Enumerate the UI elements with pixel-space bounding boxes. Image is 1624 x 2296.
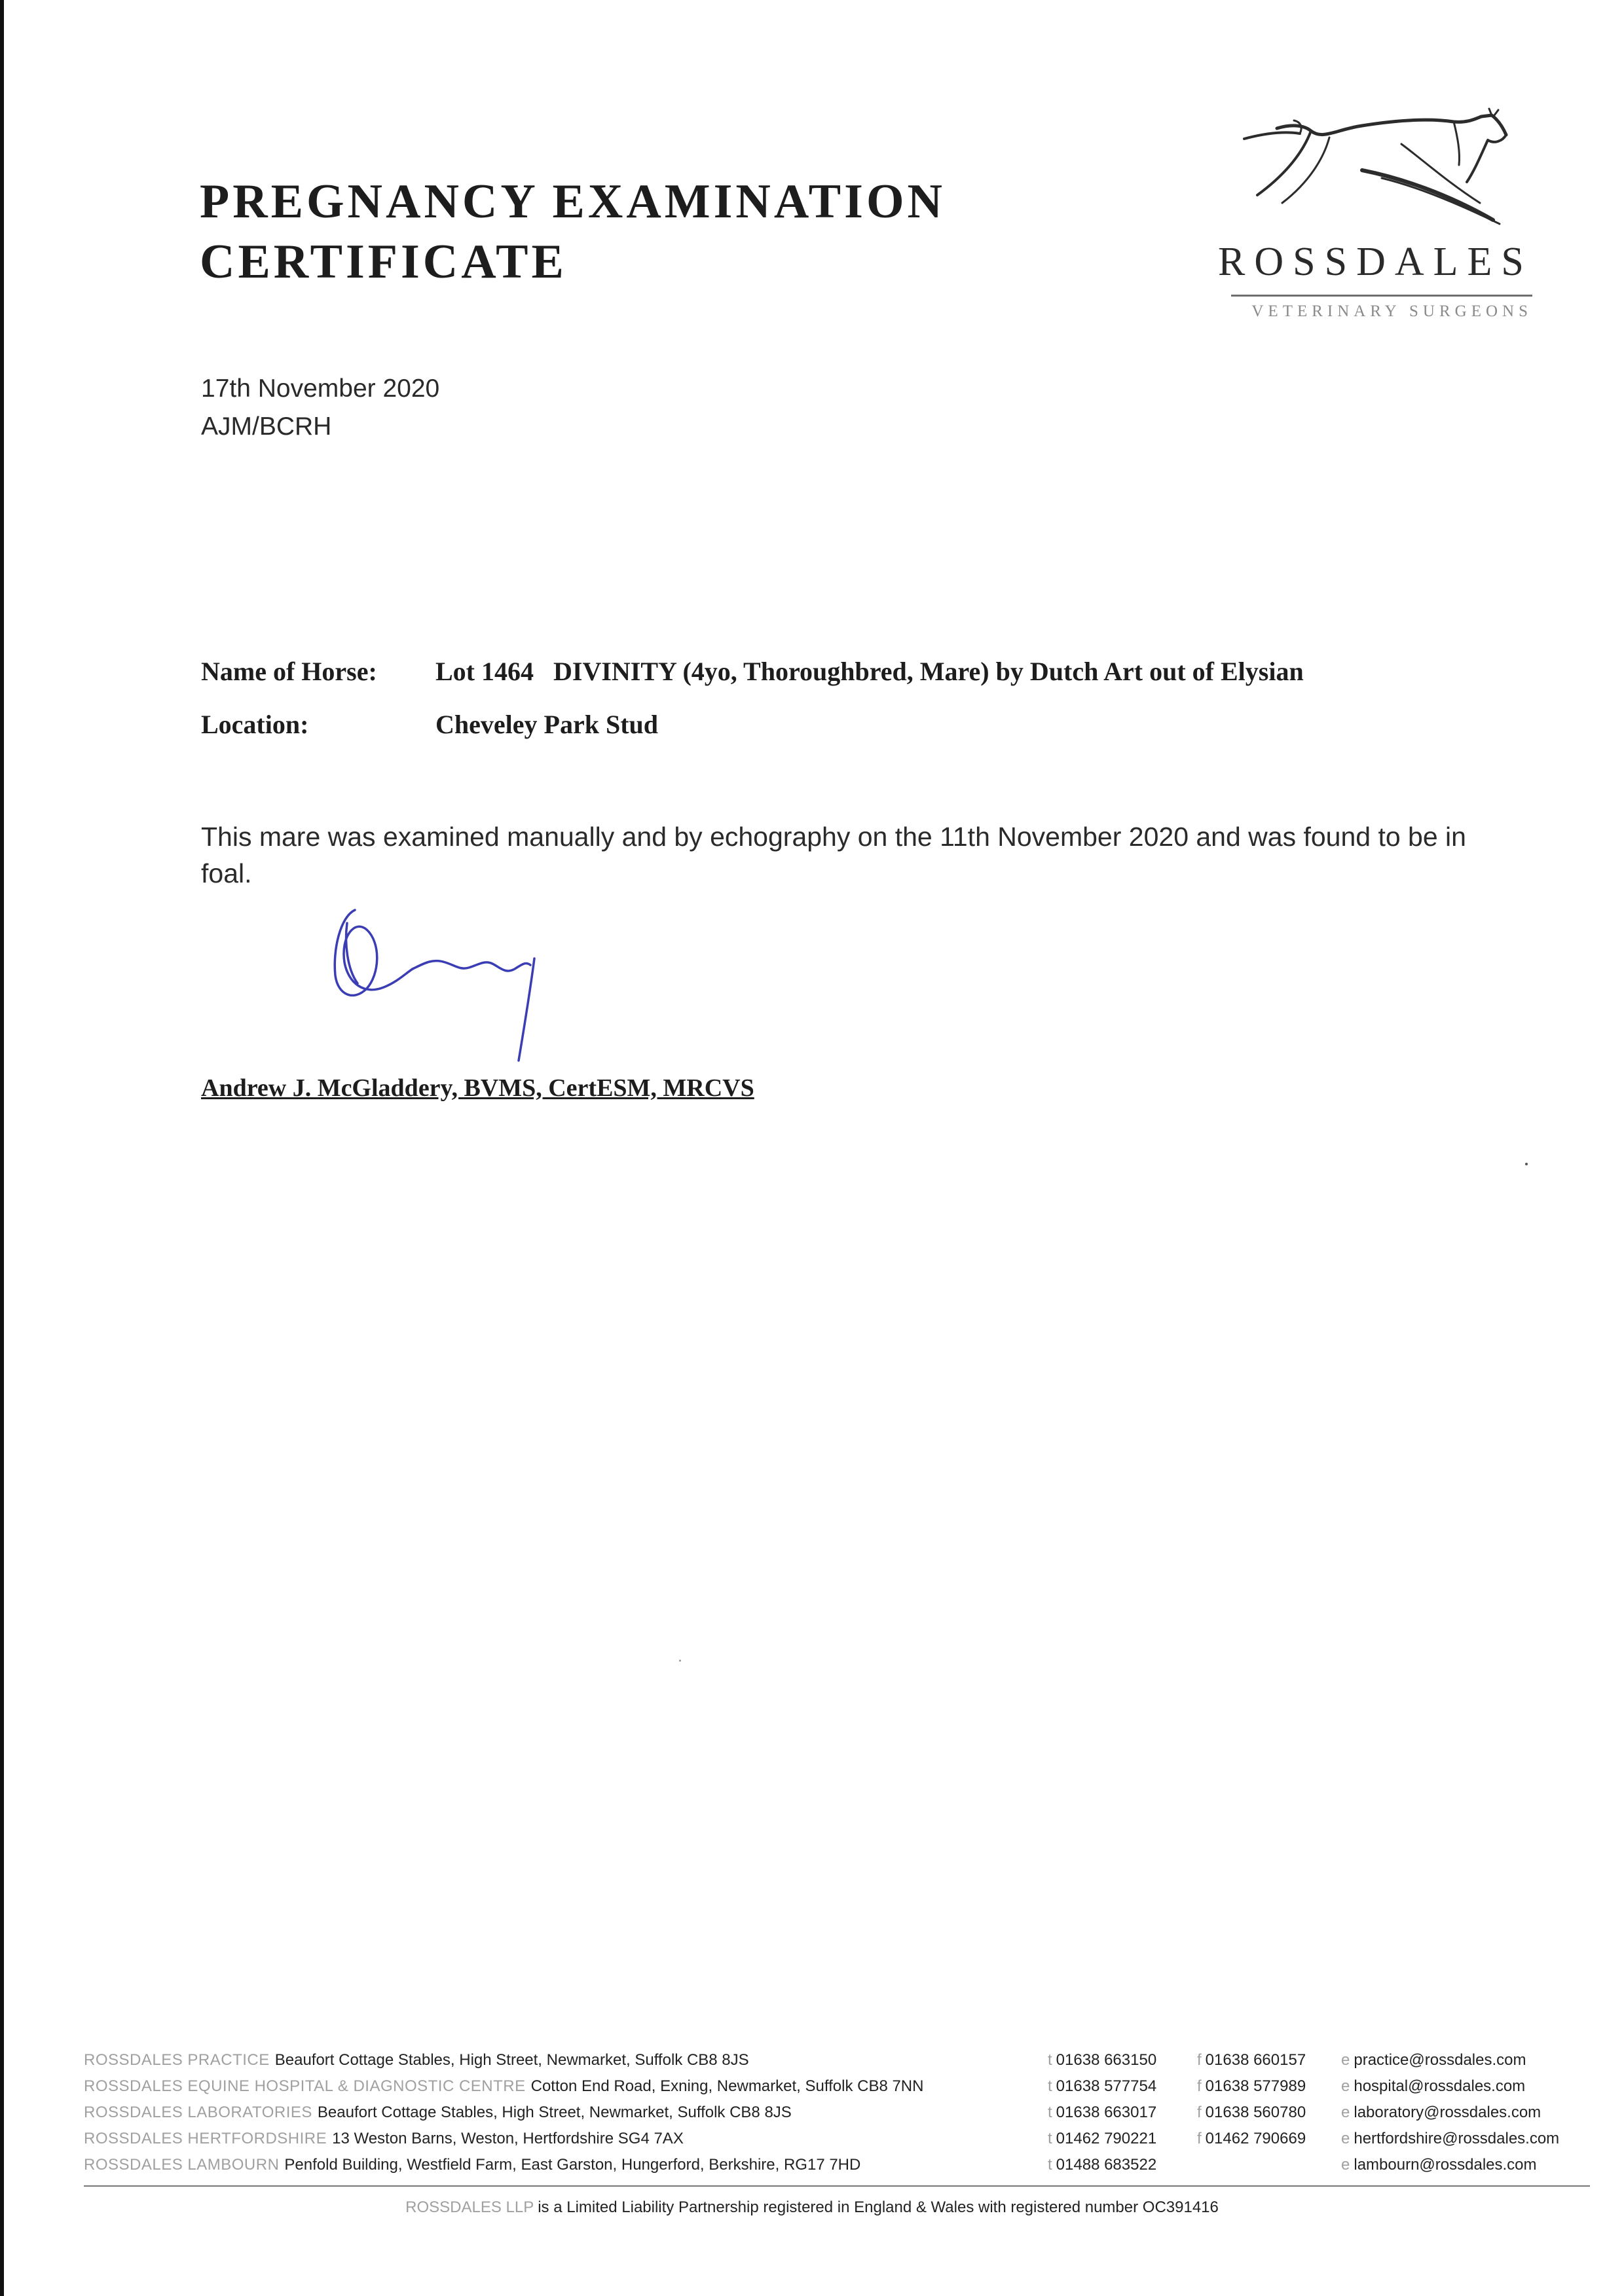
title-line-2: CERTIFICATE — [200, 235, 567, 289]
site-address: Beaufort Cottage Stables, High Street, Newmarket, Suffolk CB8 8JS — [317, 2104, 792, 2121]
legal-notice — [0, 2198, 1624, 2217]
document-date: 17th November 2020 — [201, 374, 440, 403]
phone-number: 01638 663150 — [1056, 2051, 1157, 2069]
email-address: hertfordshire@rossdales.com — [1354, 2130, 1560, 2147]
title-line-1: PREGNANCY EXAMINATION — [200, 175, 946, 228]
site-address: Beaufort Cottage Stables, High Street, Newmarket, Suffolk CB8 8JS — [274, 2051, 749, 2069]
fax-number: 01638 577989 — [1205, 2077, 1306, 2095]
rossdales-logo — [1218, 105, 1532, 327]
footer-row: ROSSDALES PRACTICE Beaufort Cottage Stables, High Street, Newmarket, Suffolk CB8 8JS t 01638 663150 f 01638 660157 e practice@rossdales.com — [84, 2051, 1526, 2069]
footer-row: ROSSDALES LAMBOURN Penfold Building, Westfield Farm, East Garston, Hungerford, Berkshire, RG17 7HD t 01488 683522 e lambourn@rossdales.com — [84, 2156, 1537, 2174]
site-address: Penfold Building, Westfield Farm, East Garston, Hungerford, Berkshire, RG17 7HD — [284, 2156, 861, 2174]
fax-number: 01638 560780 — [1205, 2104, 1306, 2121]
email-address: practice@rossdales.com — [1354, 2051, 1526, 2069]
site-address: 13 Weston Barns, Weston, Hertfordshire SG4 7AX — [332, 2130, 684, 2147]
footer-row: ROSSDALES LABORATORIES Beaufort Cottage Stables, High Street, Newmarket, Suffolk CB8 8JS t 01638 663017 f 01638 560780 e laboratory@rossdales.com — [84, 2104, 1541, 2121]
site-name: ROSSDALES HERTFORDSHIRE — [84, 2130, 327, 2147]
scan-edge — [0, 0, 4, 2296]
site-name: ROSSDALES EQUINE HOSPITAL & DIAGNOSTIC CENTRE — [84, 2077, 526, 2095]
footer-divider — [84, 2185, 1590, 2187]
signatory-name: Andrew J. McGladdery, BVMS, CertESM, MRCVS — [201, 1074, 754, 1102]
fax-number: 01638 660157 — [1205, 2051, 1306, 2069]
examination-statement: This mare was examined manually and by echography on the 11th November 2020 and was found to be in foal. — [201, 822, 1466, 888]
galloping-horse-icon — [1238, 105, 1519, 236]
footer-row: ROSSDALES HERTFORDSHIRE 13 Weston Barns, Weston, Hertfordshire SG4 7AX t 01462 790221 f 01462 790669 e hertfordshire@rossdales.com — [84, 2130, 1560, 2147]
site-name: ROSSDALES LAMBOURN — [84, 2156, 280, 2174]
scan-speck — [679, 1660, 681, 1662]
fax-number: 01462 790669 — [1205, 2130, 1306, 2147]
email-address: laboratory@rossdales.com — [1354, 2104, 1541, 2121]
location-label: Location: — [201, 710, 309, 739]
phone-number: 01638 663017 — [1056, 2104, 1157, 2121]
scan-speck — [1525, 1163, 1528, 1165]
phone-number: 01638 577754 — [1056, 2077, 1157, 2095]
site-name: ROSSDALES PRACTICE — [84, 2051, 270, 2069]
location-value: Cheveley Park Stud — [435, 710, 658, 739]
document-meta — [201, 370, 439, 446]
logo-divider — [1231, 295, 1532, 297]
document-reference: AJM/BCRH — [201, 412, 332, 441]
phone-number: 01488 683522 — [1056, 2156, 1157, 2174]
site-name: ROSSDALES LABORATORIES — [84, 2104, 312, 2121]
legal-text: is a Limited Liability Partnership registered in England & Wales with registered number OC391416 — [538, 2198, 1219, 2216]
certificate-title — [200, 172, 946, 292]
legal-entity-name: ROSSDALES LLP — [405, 2198, 534, 2216]
handwritten-signature — [321, 897, 622, 1074]
footer-contacts — [84, 2047, 1590, 2178]
email-address: lambourn@rossdales.com — [1354, 2156, 1537, 2174]
phone-number: 01462 790221 — [1056, 2130, 1157, 2147]
logo-wordmark: ROSSDALES — [1218, 240, 1533, 284]
horse-name-label: Name of Horse: — [201, 657, 377, 686]
email-address: hospital@rossdales.com — [1354, 2077, 1526, 2095]
site-address: Cotton End Road, Exning, Newmarket, Suffolk CB8 7NN — [530, 2077, 924, 2095]
horse-name-value: Lot 1464 DIVINITY (4yo, Thoroughbred, Mare) by Dutch Art out of Elysian — [435, 657, 1304, 686]
logo-tagline: VETERINARY SURGEONS — [1251, 302, 1532, 320]
footer-row: ROSSDALES EQUINE HOSPITAL & DIAGNOSTIC CENTRE Cotton End Road, Exning, Newmarket, Suffolk CB8 7NN t 01638 577754 f 01638 577989 e hospital@rossdales.com — [84, 2077, 1526, 2095]
